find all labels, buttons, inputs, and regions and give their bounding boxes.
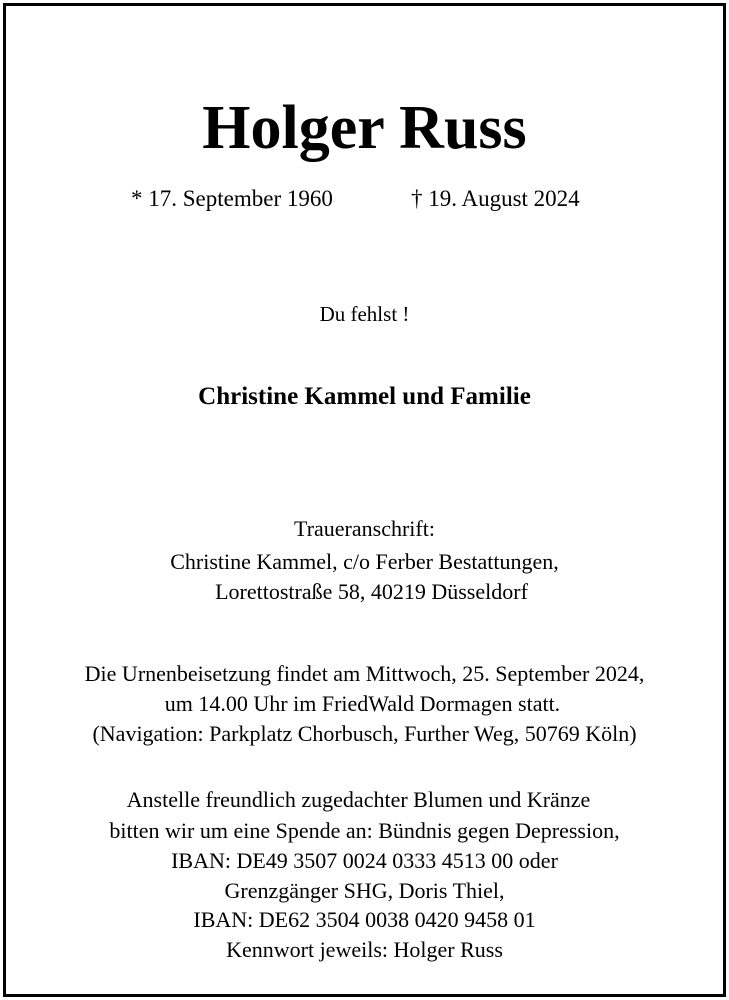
condolence-address-label: Traueranschrift: [294,516,435,541]
funeral-info-line-1: Die Urnenbeisetzung findet am Mittwoch, 25. September 2024, [84,661,645,686]
condolence-address-line-1: Christine Kammel, c/o Ferber Bestattungen, [170,549,559,574]
donation-line-1: Anstelle freundlich zugedachter Blumen und Kränze [126,787,591,812]
donation-keyword: Kennwort jeweils: Holger Russ [226,937,503,962]
donation-line-2: bitten wir um eine Spende an: Bündnis gegen Depression, [109,818,620,843]
funeral-navigation-line: (Navigation: Parkplatz Chorbusch, Further Weg, 50769 Köln) [92,721,637,746]
donation-iban-2: IBAN: DE62 3504 0038 0420 9458 01 [193,907,536,932]
condolence-address-line-2: Lorettostraße 58, 40219 Düsseldorf [215,579,528,604]
farewell-message: Du fehlst ! [319,302,410,326]
donation-line-4: Grenzgänger SHG, Doris Thiel, [224,878,505,903]
funeral-info-line-2: um 14.00 Uhr im FriedWald Dormagen statt. [164,691,561,716]
donation-iban-1: IBAN: DE49 3507 0024 0333 4513 00 oder [171,848,558,873]
death-date: † 19. August 2024 [411,186,580,211]
deceased-name: Holger Russ [202,94,527,162]
birth-date: * 17. September 1960 [131,186,333,211]
mourners-name: Christine Kammel und Familie [198,383,531,410]
